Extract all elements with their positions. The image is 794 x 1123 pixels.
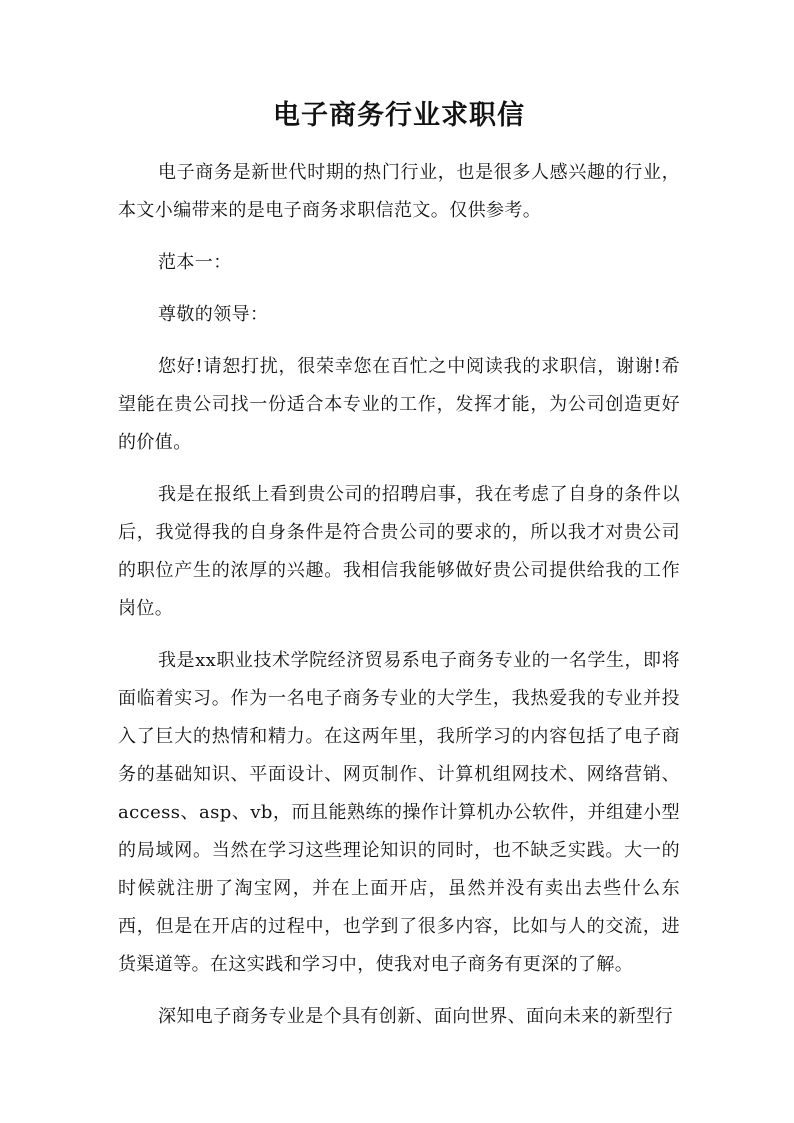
paragraph-continued: 深知电子商务专业是个具有创新、面向世界、面向未来的新型行 — [158, 1006, 674, 1027]
paragraph-motivation: 我是在报纸上看到贵公司的招聘启事，我在考虑了自身的条件以后，我觉得我的自身条件是符合贵公司的要求的，所以我才对贵公司的职位产生的浓厚的兴趣。我相信我能够做好贵公司提供给我的工作岗位。 — [118, 484, 680, 619]
paragraph-background: 我是xx职业技术学院经济贸易系电子商务专业的一名学生，即将面临着实习。作为一名电子商务专业的大学生，我热爱我的专业并投入了巨大的热情和精力。在这两年里，我所学习的内容包括了电子商务的基础知识、平面设计、网页制作、计算机组网技术、网络营销、access、asp、vb，而且能熟练的操作计算机办公软件，并组建小型的局域网。当然在学习这些理论知识的同时，也不缺乏实践。大一的时候就注册了淘宝网，并在上面开店，虽然并没有卖出去些什么东西，但是在开店的过程中，也学到了很多内容，比如与人的交流，进货渠道等。在这实践和学习中，使我对电子商务有更深的了解。 — [118, 650, 680, 975]
paragraph-sample-heading: 范本一： — [158, 252, 232, 273]
paragraph-salutation: 尊敬的领导： — [158, 304, 269, 325]
paragraph-intro: 电子商务是新世代时期的热门行业，也是很多人感兴趣的行业，本文小编带来的是电子商务求职信范文。仅供参考。 — [118, 162, 680, 221]
paragraph-greeting: 您好!请恕打扰，很荣幸您在百忙之中阅读我的求职信，谢谢!希望能在贵公司找一份适合本专业的工作，发挥才能，为公司创造更好的价值。 — [118, 356, 680, 453]
document-title: 电子商务行业求职信 — [273, 100, 525, 131]
